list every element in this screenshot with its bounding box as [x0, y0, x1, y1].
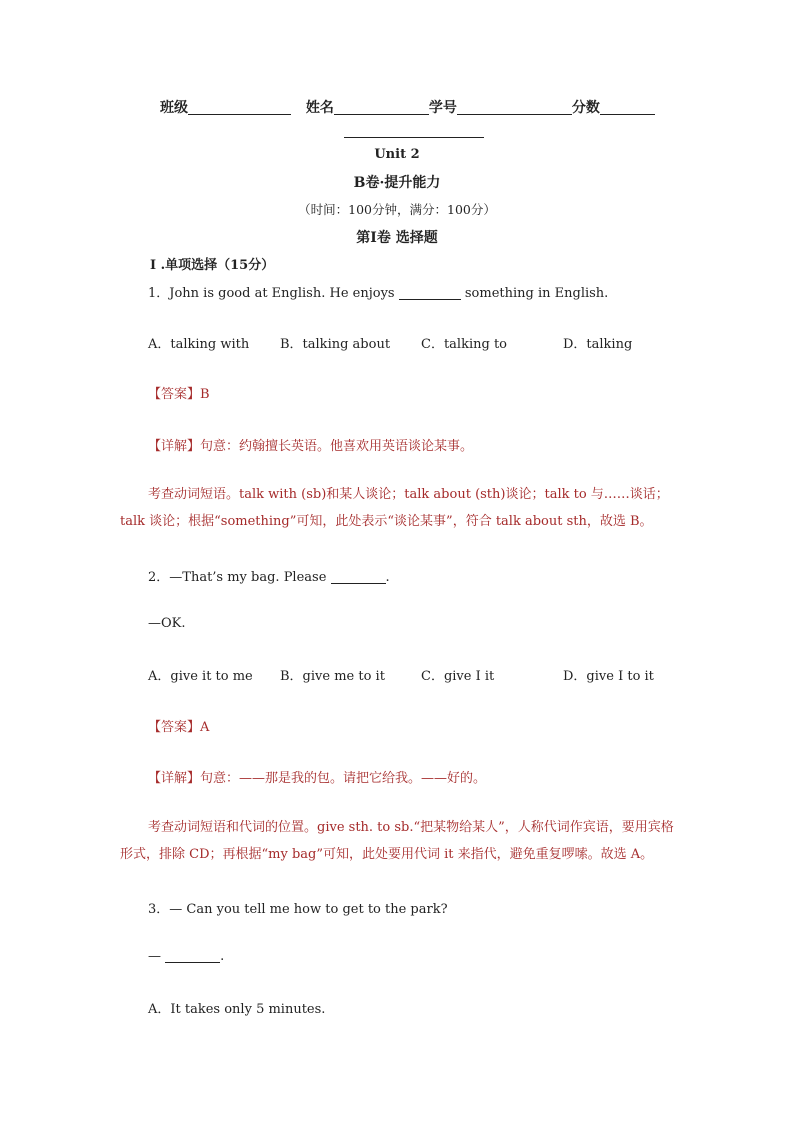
answer-blank[interactable] — [331, 569, 386, 584]
q2-reply: —OK. — [148, 616, 186, 631]
q2-option-c[interactable]: C．give I it — [421, 669, 495, 684]
q2-option-a[interactable]: A．give it to me — [148, 669, 253, 684]
answer-blank[interactable] — [399, 285, 461, 300]
q2-answer: 【答案】A — [148, 720, 210, 735]
q2-option-d[interactable]: D．give I to it — [563, 669, 654, 684]
q1-option-a[interactable]: A．talking with — [148, 337, 250, 352]
question-2-stem: 2．—That’s my bag. Please . — [148, 570, 390, 585]
question-1-stem: 1．John is good at English. He enjoys something in English. — [148, 286, 609, 301]
q1-answer: 【答案】B — [148, 387, 210, 402]
q2-analysis: 考查动词短语和代词的位置。give sth. to sb.“把某物给某人”，人称代词作宾语，要用宾格形式，排除 CD；再根据“my bag”可知，此处要用代词 it 来指代，避免重复啰嗦。故选 A。 — [120, 820, 674, 862]
part-title: I .单项选择（15分） — [150, 258, 275, 273]
answer-blank[interactable] — [165, 948, 220, 963]
q1-option-b[interactable]: B．talking about — [280, 337, 391, 352]
q2-detail: 【详解】句意：——那是我的包。请把它给我。——好的。 — [148, 771, 487, 786]
score-blank[interactable] — [600, 100, 655, 115]
class-blank[interactable] — [188, 100, 291, 115]
question-3-stem: 3．— Can you tell me how to get to the park? — [148, 902, 448, 917]
time-info: （时间：100分钟，满分：100分） — [298, 202, 496, 217]
unit-title: Unit 2 — [374, 147, 420, 162]
q3-reply: — . — [148, 949, 225, 964]
paper-title: B卷·提升能力 — [353, 175, 441, 191]
q1-analysis: 考查动词短语。talk with (sb)和某人谈论；talk about (sth)谈论；talk to 与……谈话；talk 谈论；根据“something”可知，此处表示“谈论某事”，符合 talk about sth，故选 B。 — [120, 487, 669, 529]
id-label: 学号 — [428, 100, 457, 116]
q1-detail: 【详解】句意：约翰擅长英语。他喜欢用英语谈论某事。 — [148, 439, 474, 454]
student-info-header — [160, 97, 655, 117]
score-label: 分数 — [571, 100, 600, 116]
q1-option-c[interactable]: C．talking to — [421, 337, 507, 352]
id-blank[interactable] — [457, 100, 572, 115]
q1-option-d[interactable]: D．talking — [563, 337, 633, 352]
name-blank[interactable] — [334, 100, 429, 115]
class-label: 班级 — [160, 100, 188, 116]
name-label: 姓名 — [305, 100, 334, 116]
section-title: 第I卷 选择题 — [356, 230, 438, 246]
q2-option-b[interactable]: B．give me to it — [280, 669, 385, 684]
q3-option-a[interactable]: A．It takes only 5 minutes. — [148, 1002, 326, 1017]
header-continuation-line — [344, 137, 484, 138]
